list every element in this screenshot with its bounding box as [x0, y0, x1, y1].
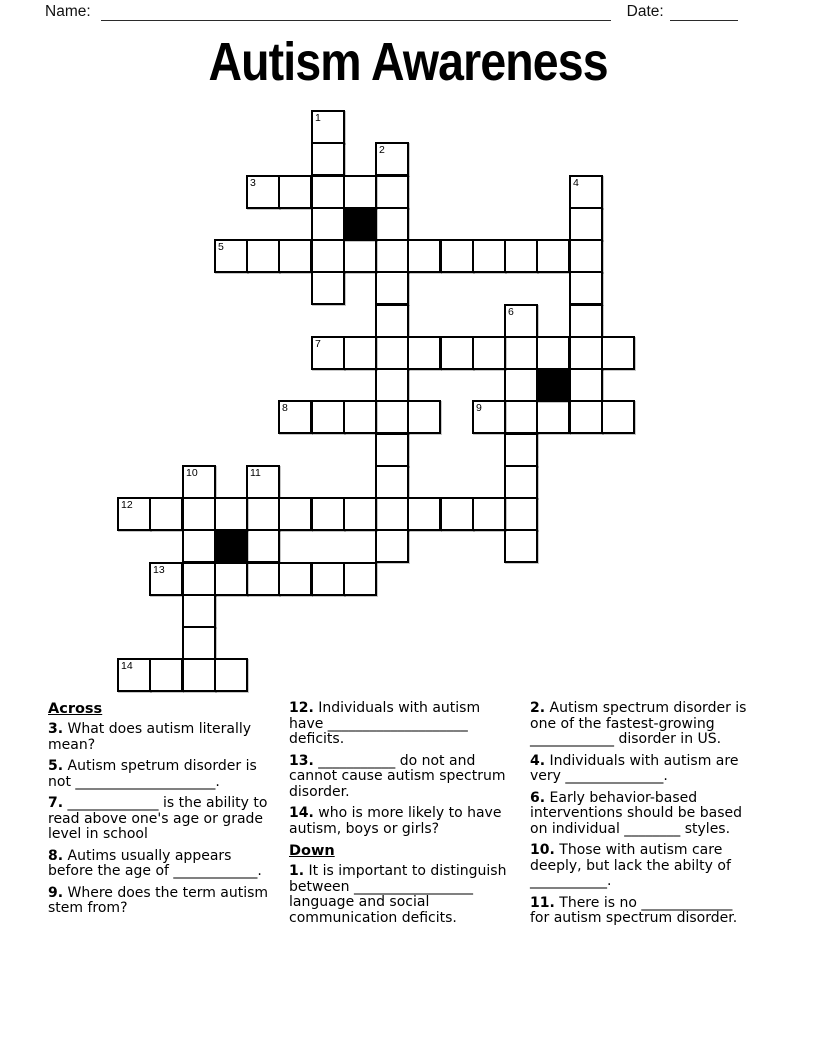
- clue-number: 12.: [289, 700, 314, 716]
- clue-number: 9.: [48, 884, 64, 901]
- answer-cell: [214, 658, 248, 692]
- answer-cell: [311, 207, 345, 241]
- answer-cell: [311, 142, 345, 176]
- cell-number: 1: [315, 112, 321, 124]
- cell-number: 4: [573, 177, 579, 189]
- answer-cell: [536, 336, 570, 370]
- clue-2: 2. Autism spectrum disorder is one of the fastest-growing ____________ disorder in US.: [530, 700, 747, 747]
- answer-cell: [246, 562, 280, 596]
- answer-cell: [569, 207, 603, 241]
- answer-cell: [214, 239, 248, 273]
- page-title-text: Autism Awareness: [208, 32, 608, 92]
- answer-cell: [182, 626, 216, 660]
- clue-8: 8. Autims usually appears before the age of ____________.: [48, 847, 262, 879]
- clue-number: 7.: [48, 795, 64, 811]
- answer-cell: [182, 529, 216, 563]
- answer-cell: [504, 529, 538, 563]
- answer-cell: [375, 239, 409, 273]
- answer-cell: [343, 497, 377, 531]
- black-cell: [536, 368, 570, 402]
- clue-3: 3. What does autism literally mean?: [48, 721, 252, 753]
- answer-cell: [311, 175, 345, 209]
- answer-cell: [504, 239, 538, 273]
- answer-cell: [601, 400, 635, 434]
- answer-cell: [149, 658, 183, 692]
- answer-cell: [343, 562, 377, 596]
- cell-number: 7: [315, 338, 321, 350]
- answer-cell: [601, 336, 635, 370]
- answer-cell: [375, 336, 409, 370]
- clue-11: 11. There is no _____________ for autism spectrum disorder.: [530, 894, 738, 926]
- answer-cell: [504, 304, 538, 338]
- answer-cell: [407, 497, 441, 531]
- across-heading: Across: [48, 701, 103, 717]
- name-label: Name:: [45, 3, 91, 20]
- cell-number: 2: [379, 144, 385, 156]
- clue-column-3: [530, 701, 756, 933]
- answer-cell: [311, 110, 345, 144]
- clue-9: 9. Where does the term autism stem from?: [48, 884, 269, 916]
- answer-cell: [569, 400, 603, 434]
- answer-cell: [278, 175, 312, 209]
- clue-number: 13.: [289, 752, 314, 769]
- answer-cell: [440, 336, 474, 370]
- answer-cell: [182, 497, 216, 531]
- answer-cell: [472, 336, 506, 370]
- clue-number: 1.: [289, 863, 305, 879]
- answer-cell: [246, 497, 280, 531]
- answer-cell: [311, 562, 345, 596]
- answer-cell: [278, 400, 312, 434]
- answer-cell: [311, 400, 345, 434]
- answer-cell: [375, 433, 409, 467]
- answer-cell: [375, 304, 409, 338]
- answer-cell: [407, 400, 441, 434]
- answer-cell: [440, 239, 474, 273]
- cell-number: 11: [250, 467, 261, 479]
- clue-13: 13. ___________ do not and cannot cause autism spectrum disorder.: [289, 752, 506, 800]
- answer-cell: [569, 271, 603, 305]
- answer-cell: [504, 433, 538, 467]
- answer-cell: [407, 336, 441, 370]
- answer-cell: [149, 497, 183, 531]
- clue-12: 12. Individuals with autism have ____________________ deficits.: [289, 700, 481, 747]
- answer-cell: [504, 368, 538, 402]
- answer-cell: [117, 658, 151, 692]
- date-label: Date:: [626, 3, 664, 20]
- clue-6: 6. Early behavior-based interventions should be based on individual ________ styles.: [530, 789, 742, 837]
- black-cell: [214, 529, 248, 563]
- answer-cell: [569, 304, 603, 338]
- clues-section: [48, 701, 764, 933]
- clue-number: 3.: [48, 721, 64, 737]
- answer-cell: [375, 400, 409, 434]
- answer-cell: [182, 658, 216, 692]
- answer-cell: [375, 465, 409, 499]
- answer-cell: [536, 239, 570, 273]
- cell-number: 9: [476, 402, 482, 414]
- clue-7: 7. _____________ is the ability to read above one's age or grade level in school: [48, 795, 268, 842]
- answer-cell: [504, 497, 538, 531]
- answer-cell: [182, 594, 216, 628]
- answer-cell: [375, 175, 409, 209]
- answer-cell: [214, 562, 248, 596]
- answer-cell: [504, 400, 538, 434]
- clue-number: 14.: [289, 805, 314, 821]
- answer-cell: [343, 400, 377, 434]
- answer-cell: [311, 497, 345, 531]
- answer-cell: [214, 497, 248, 531]
- clue-number: 8.: [48, 847, 64, 864]
- answer-cell: [375, 142, 409, 176]
- answer-cell: [343, 175, 377, 209]
- answer-cell: [569, 239, 603, 273]
- answer-cell: [311, 336, 345, 370]
- answer-cell: [311, 271, 345, 305]
- cell-number: 6: [508, 306, 514, 318]
- cell-number: 8: [282, 402, 288, 414]
- answer-cell: [472, 239, 506, 273]
- answer-cell: [343, 336, 377, 370]
- clue-number: 5.: [48, 758, 64, 774]
- cell-number: 10: [186, 467, 198, 479]
- clue-column-1: [48, 701, 274, 923]
- clue-number: 10.: [530, 842, 555, 858]
- clue-4: 4. Individuals with autism are very ______________.: [530, 752, 739, 784]
- answer-cell: [182, 562, 216, 596]
- answer-cell: [375, 207, 409, 241]
- black-cell: [343, 207, 377, 241]
- answer-cell: [343, 239, 377, 273]
- answer-cell: [149, 562, 183, 596]
- down-heading: Down: [289, 843, 335, 859]
- answer-cell: [504, 465, 538, 499]
- clue-14: 14. who is more likely to have autism, boys or girls?: [289, 805, 502, 837]
- answer-cell: [278, 497, 312, 531]
- answer-cell: [246, 175, 280, 209]
- answer-cell: [407, 239, 441, 273]
- answer-cell: [375, 271, 409, 305]
- cell-number: 14: [121, 660, 133, 672]
- answer-cell: [472, 497, 506, 531]
- answer-cell: [569, 175, 603, 209]
- answer-cell: [375, 529, 409, 563]
- clue-5: 5. Autism spetrum disorder is not ____________________.: [48, 758, 257, 790]
- answer-cell: [569, 336, 603, 370]
- answer-cell: [246, 465, 280, 499]
- cell-number: 5: [218, 241, 224, 253]
- clue-number: 11.: [530, 894, 555, 911]
- answer-cell: [536, 400, 570, 434]
- cell-number: 3: [250, 177, 256, 189]
- answer-cell: [504, 336, 538, 370]
- answer-cell: [472, 400, 506, 434]
- answer-cell: [246, 239, 280, 273]
- clue-number: 4.: [530, 752, 546, 769]
- clue-number: 6.: [530, 789, 546, 806]
- answer-cell: [182, 465, 216, 499]
- answer-cell: [375, 497, 409, 531]
- clue-column-2: [289, 701, 515, 932]
- answer-cell: [375, 368, 409, 402]
- cell-number: 12: [121, 499, 133, 511]
- answer-cell: [117, 497, 151, 531]
- answer-cell: [246, 529, 280, 563]
- clue-1: 1. It is important to distinguish between _________________ language and social communication deficits.: [289, 863, 507, 926]
- answer-cell: [311, 239, 345, 273]
- clue-number: 2.: [530, 700, 546, 716]
- cell-number: 13: [153, 564, 165, 576]
- answer-cell: [569, 368, 603, 402]
- clue-10: 10. Those with autism care deeply, but lack the abilty of ___________.: [530, 842, 731, 889]
- answer-cell: [278, 239, 312, 273]
- answer-cell: [278, 562, 312, 596]
- answer-cell: [440, 497, 474, 531]
